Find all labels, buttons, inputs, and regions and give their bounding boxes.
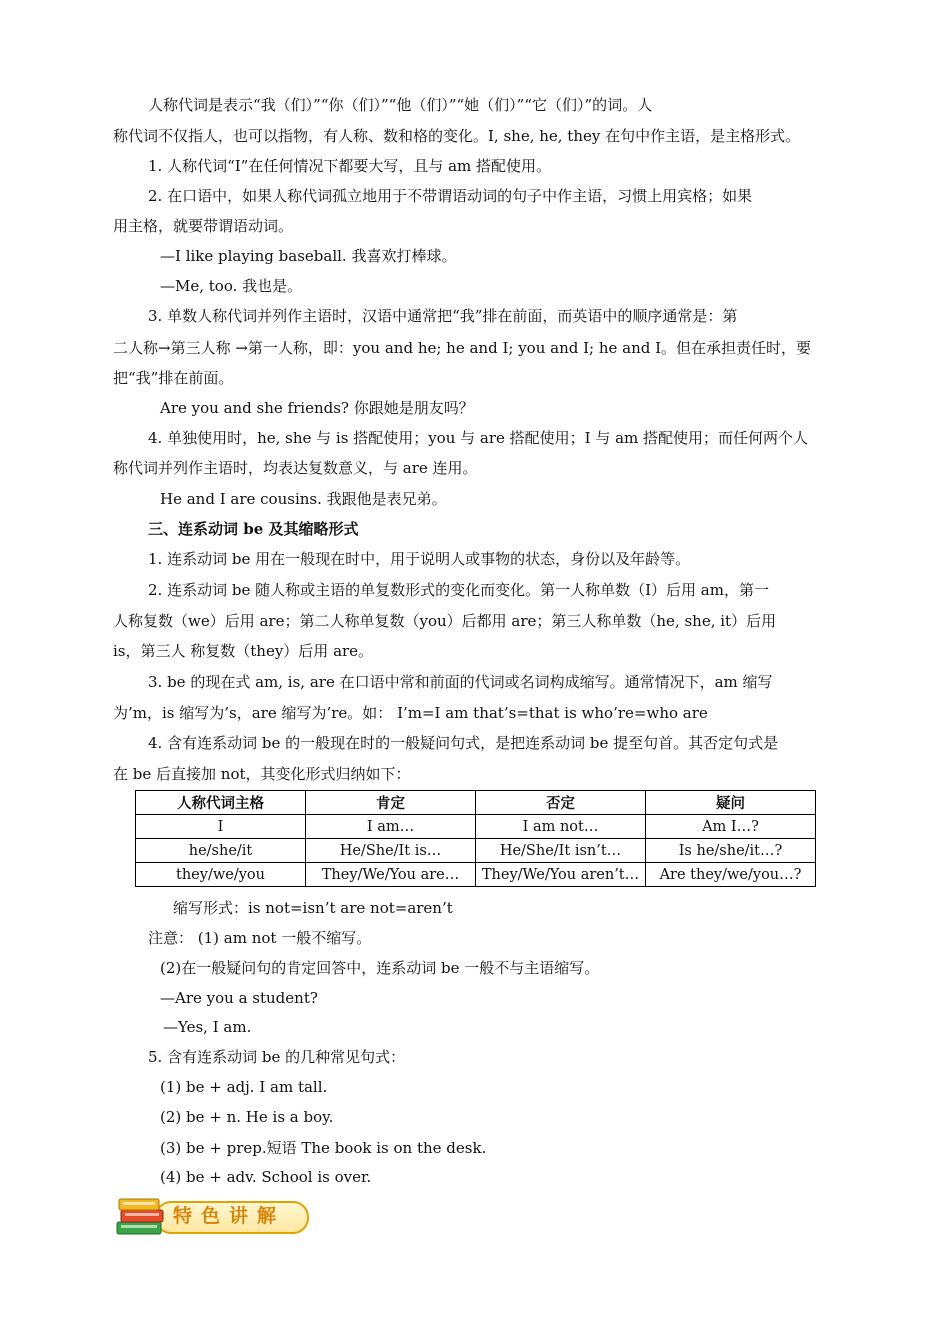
note-line: (2)在一般疑问句的肯定回答中，连系动词 be 一般不与主语缩写。 [160,959,600,977]
badge-label: 特色讲解 [173,1205,286,1227]
table-row [136,815,816,839]
table-cell: He/She/It is… [306,839,476,863]
para-line: 人称代词是表示“我（们）”“你（们）”“他（们）”“她（们）”“它（们）”的词。人 [148,96,653,114]
para-line: 4. 单独使用时，he, she 与 is 搭配使用；you 与 are 搭配使用；I 与 am 搭配使用；而任何两个人 [148,429,809,447]
section-heading: 三、连系动词 be 及其缩略形式 [148,520,359,538]
table-cell: They/We/You aren’t… [476,863,646,887]
table-header: 肯定 [306,791,476,815]
para-line: 用主格，就要带谓语动词。 [113,217,294,235]
table-cell: Am I…? [646,815,816,839]
pattern-line: (4) be + adv. School is over. [160,1168,372,1186]
table-cell: Are they/we/you…? [646,863,816,887]
para-line: 1. 连系动词 be 用在一般现在时中，用于说明人或事物的状态，身份以及年龄等。 [148,550,691,568]
books-icon [113,1192,173,1242]
para-line: 二人称→第三人称 →第一人称，即：you and he; he and I; you and I; he and I。但在承担责任时，要 [113,339,812,357]
para-line: 2. 连系动词 be 随人称或主语的单复数形式的变化而变化。第一人称单数（I）后用 am，第一 [148,581,769,599]
pattern-line: (1) be + adj. I am tall. [160,1078,328,1096]
table-cell: they/we/you [136,863,306,887]
pattern-line: (3) be + prep.短语 The book is on the desk. [160,1139,487,1157]
abbrev-note: 缩写形式：is not=isn’t are not=aren’t [173,899,453,917]
para-line: 3. 单数人称代词并列作主语时，汉语中通常把“我”排在前面，而英语中的顺序通常是：第 [148,307,738,325]
para-line: is，第三人 称复数（they）后用 are。 [113,642,374,660]
example-line: —Yes, I am. [163,1018,252,1036]
para-line: 4. 含有连系动词 be 的一般现在时的一般疑问句式，是把连系动词 be 提至句首。其否定句式是 [148,734,779,752]
table-cell: I am not… [476,815,646,839]
para-line: 人称复数（we）后用 are；第二人称单复数（you）后都用 are；第三人称单数（he, she, it）后用 [113,612,777,630]
note-line: 注意： (1) am not 一般不缩写。 [148,929,372,947]
example-line: —I like playing baseball. 我喜欢打棒球。 [160,247,457,265]
example-line: Are you and she friends? 你跟她是朋友吗？ [160,399,474,417]
para-line: 3. be 的现在式 am, is, are 在口语中常和前面的代词或名词构成缩写。通常情况下，am 缩写 [148,673,773,691]
para-line: 称代词不仅指人，也可以指物，有人称、数和格的变化。I, she, he, they 在句中作主语，是主格形式。 [113,127,801,145]
table-cell: I [136,815,306,839]
example-line: —Me, too. 我也是。 [160,277,303,295]
table-cell: Is he/she/it…? [646,839,816,863]
table-cell: he/she/it [136,839,306,863]
para-line: 为’m，is 缩写为’s，are 缩写为’re。如： I’m=I am that’s=that is who’re=who are [113,704,708,722]
para-line: 在 be 后直接加 not，其变化形式归纳如下： [113,765,411,783]
feature-badge [113,1192,309,1242]
table-row [136,863,816,887]
para-line: 2. 在口语中，如果人称代词孤立地用于不带谓语动词的句子中作主语，习惯上用宾格；如果 [148,187,753,205]
table-cell: I am… [306,815,476,839]
para-line: 把“我”排在前面。 [113,369,234,387]
example-line: —Are you a student? [160,989,318,1007]
pattern-line: (2) be + n. He is a boy. [160,1108,334,1126]
table-header: 否定 [476,791,646,815]
table-cell: He/She/It isn’t… [476,839,646,863]
be-forms-table [135,790,816,887]
para-line: 1. 人称代词“I”在任何情况下都要大写，且与 am 搭配使用。 [148,157,552,175]
para-line: 5. 含有连系动词 be 的几种常见句式： [148,1048,406,1066]
para-line: 称代词并列作主语时，均表达复数意义，与 are 连用。 [113,459,478,477]
table-header-row [136,791,816,815]
table-header: 疑问 [646,791,816,815]
table-row [136,839,816,863]
example-line: He and I are cousins. 我跟他是表兄弟。 [160,490,447,508]
table-header: 人称代词主格 [136,791,306,815]
table-cell: They/We/You are… [306,863,476,887]
